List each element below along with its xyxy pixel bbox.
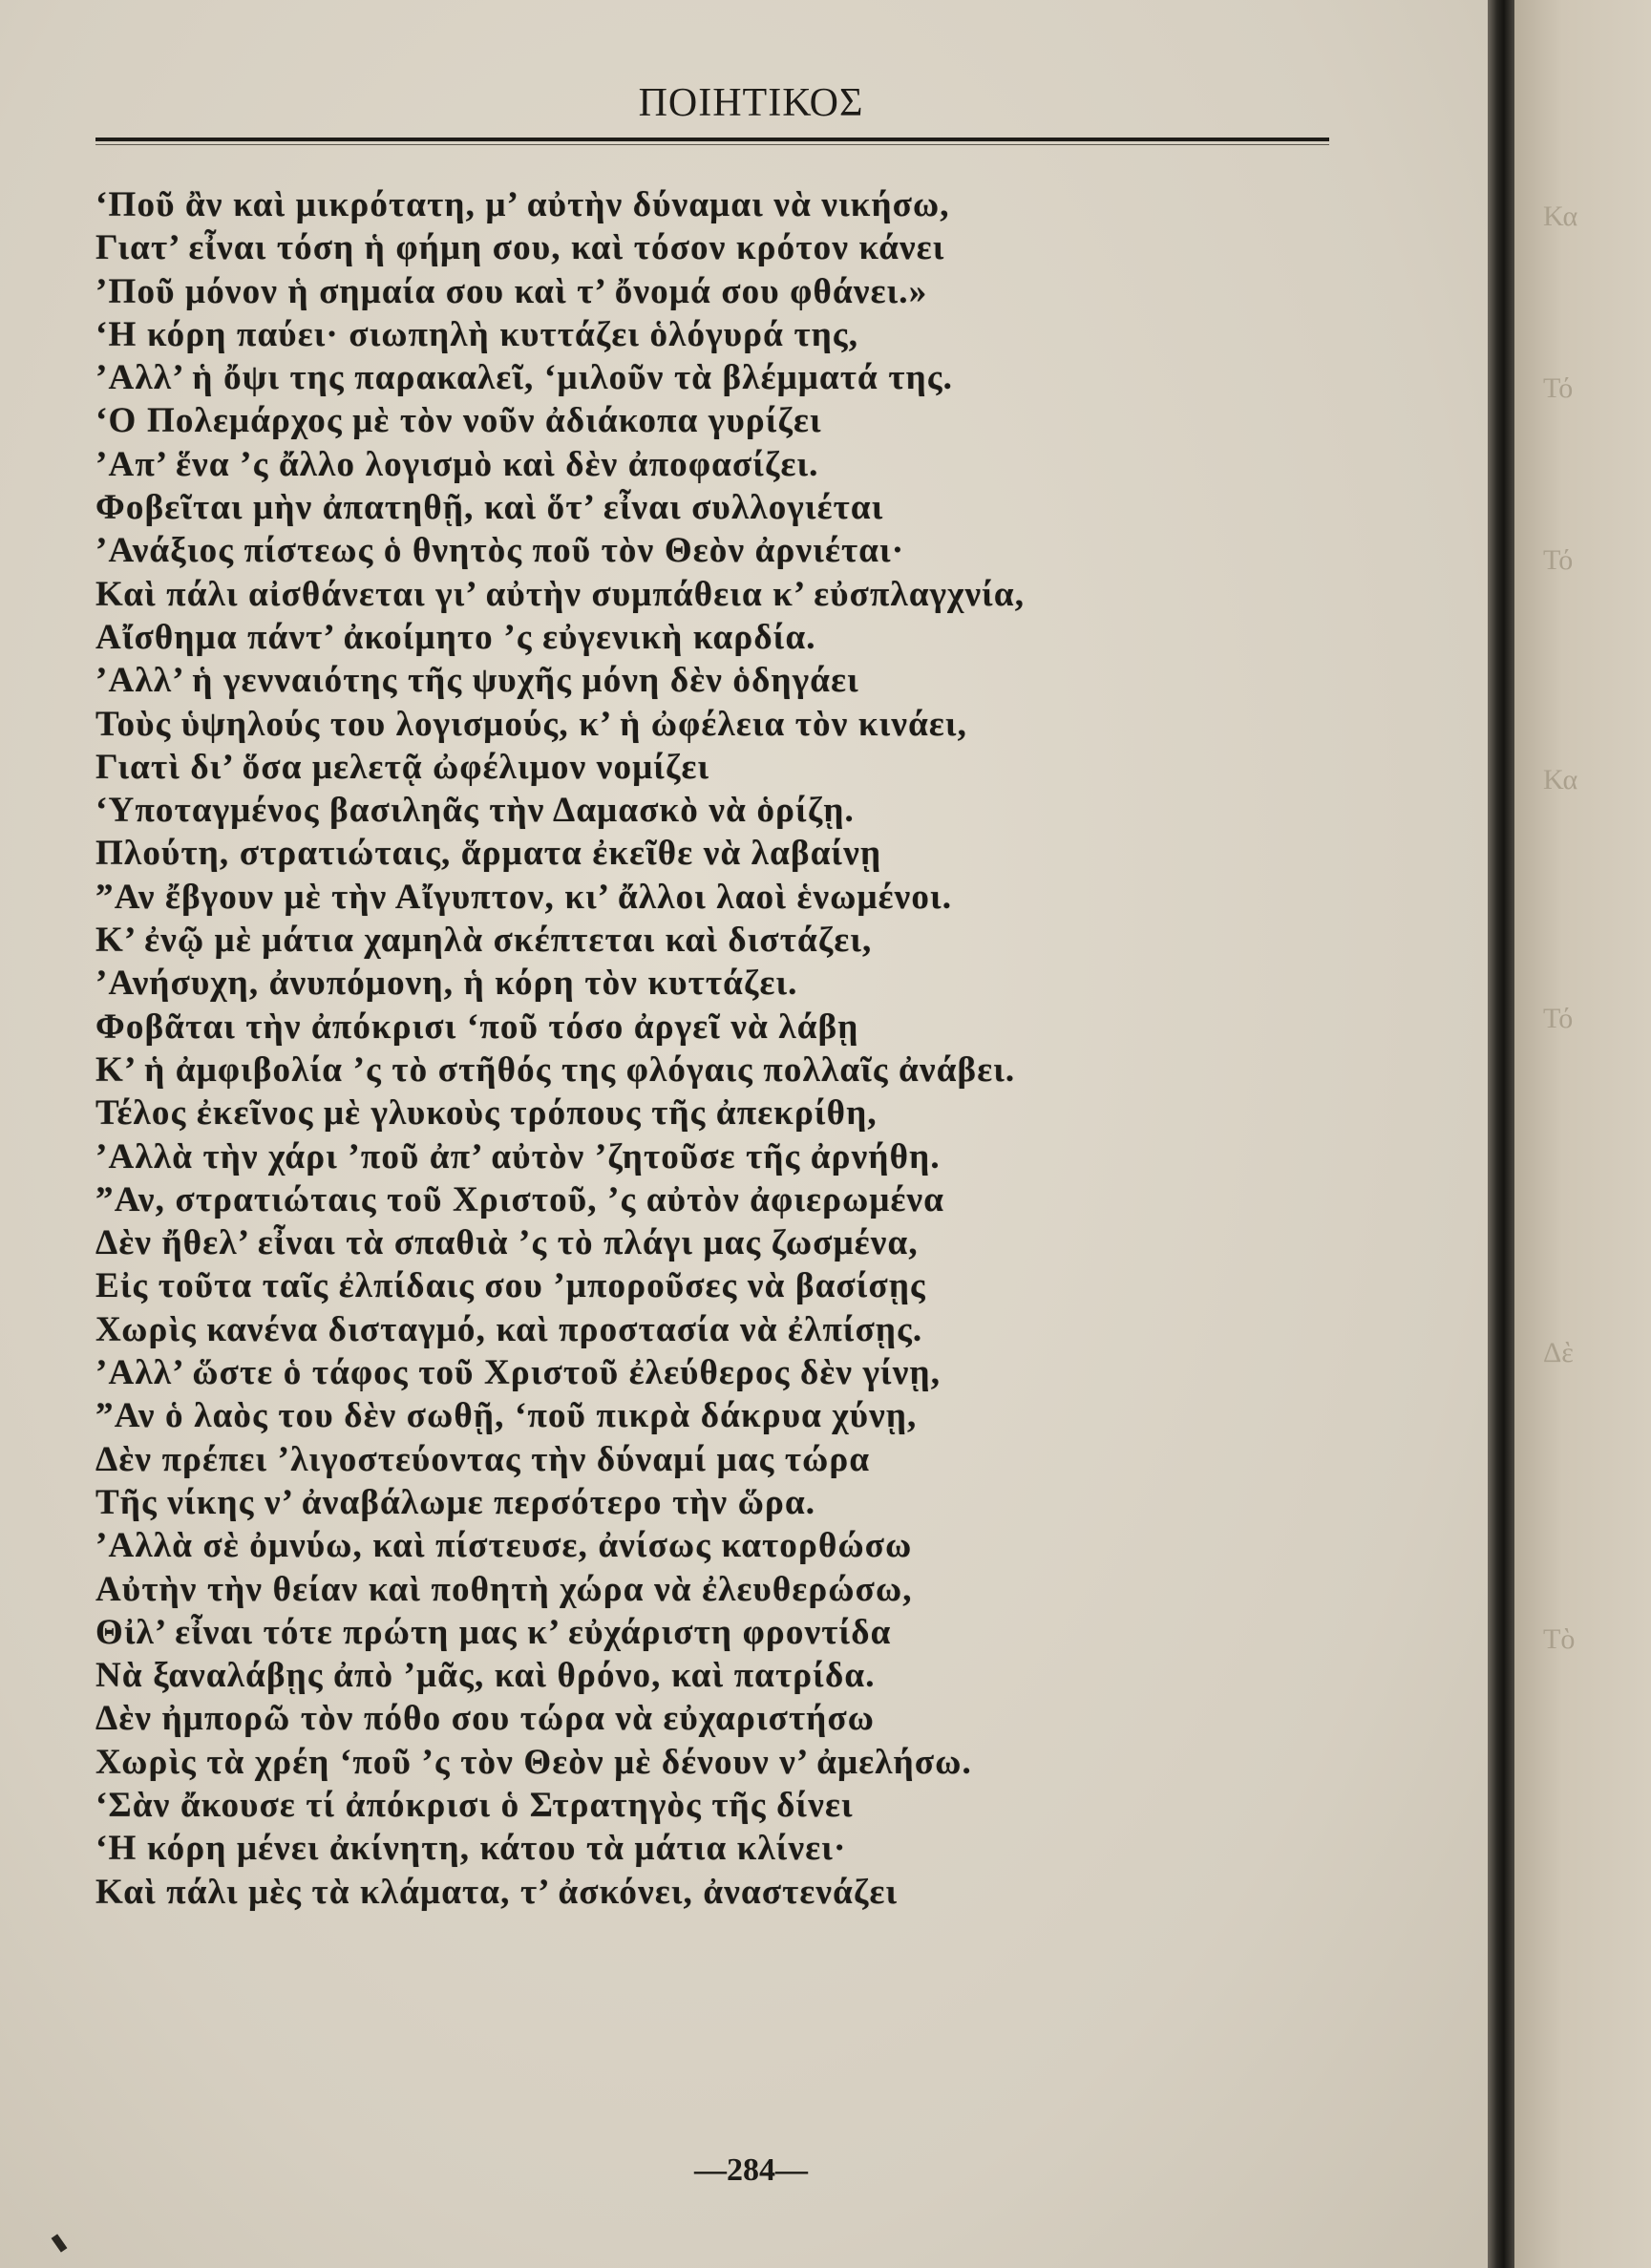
- verse-line: ”Αν, στρατιώταις τοῦ Χριστοῦ, ’ς αὐτὸν ἀφιερωμένα: [95, 1179, 945, 1219]
- verse-line: Χωρὶς κανένα δισταγμό, καὶ προστασία νὰ ἐλπίσῃς.: [95, 1309, 923, 1349]
- verse-line: Τῆς νίκης ν’ ἀναβάλωμε περσότερο τὴν ὥρα.: [95, 1482, 816, 1522]
- verse-line: ‘Η κόρη μένει ἀκίνητη, κάτου τὰ μάτια κλίνει·: [95, 1829, 847, 1869]
- verse-line: Φοβᾶται τὴν ἀπόκρισι ‘ποῦ τόσο ἀργεῖ νὰ λάβῃ: [95, 1007, 859, 1047]
- verse-line: Δὲν πρέπει ’λιγοστεύοντας τὴν δύναμί μας τώρα: [95, 1439, 871, 1479]
- verse-line: Καὶ πάλι αἰσθάνεται γι’ αὐτὴν συμπάθεια κ’ εὐσπλαγχνία,: [95, 574, 1026, 614]
- verse-line: Τέλος ἐκεῖνος μὲ γλυκοὺς τρόπους τῆς ἀπεκρίθη,: [95, 1093, 878, 1134]
- verse-line: Εἰς τοῦτα ταῖς ἐλπίδαις σου ’μποροῦσες νὰ βασίσῃς: [95, 1266, 926, 1306]
- header-rule: [95, 138, 1329, 141]
- verse-line: Χωρὶς τὰ χρέη ‘ποῦ ’ς τὸν Θεὸν μὲ δένουν ν’ ἀμελήσω.: [95, 1742, 972, 1782]
- verse-line: Αὐτὴν τὴν θείαν καὶ ποθητὴ χώρα νὰ ἐλευθερώσω,: [95, 1569, 913, 1609]
- verse-line: Καὶ πάλι μὲς τὰ κλάματα, τ’ ἀσκόνει, ἀναστενάζει: [95, 1872, 899, 1912]
- show-through-glyph: Κα: [1543, 764, 1578, 795]
- verse-line: ’Αλλὰ σὲ ὀμνύω, καὶ πίστευσε, ἀνίσως κατορθώσω: [95, 1526, 913, 1566]
- verse-line: ’Αλλ’ ἡ γενναιότης τῆς ψυχῆς μόνη δὲν ὁδηγάει: [95, 661, 859, 701]
- verse-line: Δὲν ἠμπορῶ τὸν πόθο σου τώρα νὰ εὐχαριστήσω: [95, 1699, 876, 1739]
- verse-line: ’Ποῦ μόνον ἡ σημαία σου καὶ τ’ ὄνομά σου φθάνει.»: [95, 271, 928, 311]
- show-through-glyph: Κα: [1543, 201, 1578, 232]
- book-gutter: [1488, 0, 1514, 2268]
- header-rule-thin: [95, 144, 1329, 145]
- verse-line: Γιατ’ εἶναι τόση ἡ φήμη σου, καὶ τόσον κρότον κάνει: [95, 228, 945, 268]
- verse-line: Φοβεῖται μὴν ἀπατηθῇ, καὶ ὅτ’ εἶναι συλλογιέται: [95, 488, 884, 528]
- verse-line: Αἴσθημα πάντ’ ἀκοίμητο ’ς εὐγενικὴ καρδία.: [95, 617, 816, 657]
- facing-page-edge: [1514, 0, 1651, 2268]
- page-number: —284—: [694, 2152, 808, 2188]
- show-through-glyph: Τὸ: [1543, 1623, 1576, 1655]
- show-through-glyph: Τό: [1543, 372, 1574, 404]
- verse-line: ‘Υποταγμένος βασιληᾶς τὴν Δαμασκὸ νὰ ὁρίζῃ.: [95, 791, 855, 831]
- verse-line: Πλούτη, στρατιώταις, ἅρματα ἐκεῖθε νὰ λαβαίνῃ: [95, 834, 882, 874]
- verse-line: Θἰλ’ εἶναι τότε πρώτη μας κ’ εὐχάριστη φροντίδα: [95, 1612, 892, 1652]
- verse-line: ”Αν ἔβγουν μὲ τὴν Αἴγυπτον, κι’ ἄλλοι λαοὶ ἑνωμένοι.: [95, 877, 953, 917]
- running-head: ΠΟΙΗΤΙΚΟΣ: [638, 81, 864, 125]
- verse-line: ’Ανήσυχη, ἀνυπόμονη, ἡ κόρη τὸν κυττάζει.: [95, 964, 798, 1004]
- verse-line: ’Αλλὰ τὴν χάρι ’ποῦ ἀπ’ αὐτὸν ’ζητοῦσε τῆς ἀρνήθη.: [95, 1136, 941, 1176]
- show-through-glyph: Τό: [1543, 1003, 1574, 1034]
- show-through-glyph: Δὲ: [1543, 1337, 1574, 1368]
- poem-text: [95, 183, 1270, 1914]
- show-through-glyph: Τό: [1543, 544, 1574, 576]
- verse-line: ”Αν ὁ λαὸς του δὲν σωθῇ, ‘ποῦ πικρὰ δάκρυα χύνῃ,: [95, 1396, 918, 1436]
- verse-line: ‘Ο Πολεμάρχος μὲ τὸν νοῦν ἀδιάκοπα γυρίζει: [95, 401, 822, 441]
- verse-line: Γιατὶ δι’ ὅσα μελετᾷ ὠφέλιμον νομίζει: [95, 747, 710, 787]
- ink-speck: [52, 2234, 68, 2252]
- verse-line: ‘Η κόρη παύει· σιωπηλὴ κυττάζει ὁλόγυρά της,: [95, 314, 859, 354]
- verse-line: ’Αλλ’ ἡ ὄψι της παρακαλεῖ, ‘μιλοῦν τὰ βλέμματά της.: [95, 358, 954, 398]
- verse-line: ’Ανάξιος πίστεως ὁ θνητὸς ποῦ τὸν Θεὸν ἀρνιέται·: [95, 531, 905, 571]
- verse-line: Τοὺς ὑψηλούς του λογισμούς, κ’ ἡ ὠφέλεια τὸν κινάει,: [95, 704, 968, 744]
- verse-line: ’Αλλ’ ὥστε ὁ τάφος τοῦ Χριστοῦ ἐλεύθερος δὲν γίνῃ,: [95, 1353, 942, 1393]
- verse-line: Κ’ ἡ ἀμφιβολία ’ς τὸ στῆθός της φλόγαις πολλαῖς ἀνάβει.: [95, 1049, 1016, 1090]
- verse-line: Νὰ ξαναλάβῃς ἀπὸ ’μᾶς, καὶ θρόνο, καὶ πατρίδα.: [95, 1656, 876, 1696]
- verse-line: Δὲν ἤθελ’ εἶναι τὰ σπαθιὰ ’ς τὸ πλάγι μας ζωσμένα,: [95, 1223, 919, 1263]
- verse-line: ‘Ποῦ ἂν καὶ μικρότατη, μ’ αὐτὴν δύναμαι νὰ νικήσω,: [95, 185, 950, 224]
- verse-line: Κ’ ἐνῷ μὲ μάτια χαμηλὰ σκέπτεται καὶ διστάζει,: [95, 921, 873, 961]
- verse-line: ’Απ’ ἕνα ’ς ἄλλο λογισμὸ καὶ δὲν ἀποφασίζει.: [95, 444, 819, 484]
- verse-line: ‘Σὰν ἄκουσε τί ἀπόκρισι ὁ Στρατηγὸς τῆς δίνει: [95, 1785, 854, 1825]
